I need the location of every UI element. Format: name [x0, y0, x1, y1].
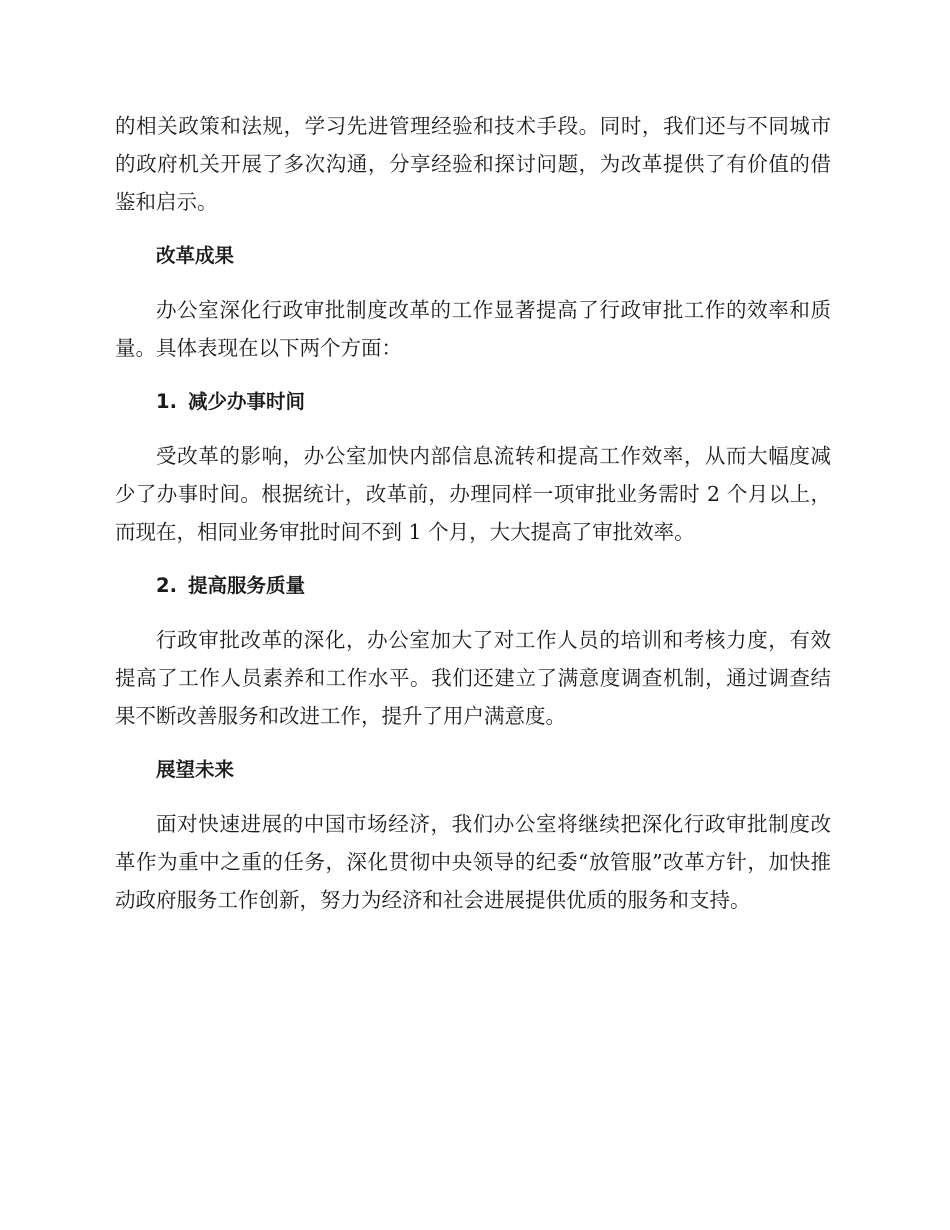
- paragraph-service-quality: 行政审批改革的深化，办公室加大了对工作人员的培训和考核力度，有效提高了工作人员素养和工作水平。我们还建立了满意度调查机制，通过调查结果不断改善服务和改进工作，提升了用户满意度。: [115, 628, 831, 728]
- paragraph-results: 办公室深化行政审批制度改革的工作显著提高了行政审批工作的效率和质量。具体表现在以下两个方面：: [115, 298, 831, 360]
- section-heading-results: 改革成果: [156, 244, 235, 267]
- paragraph-future: 面对快速进展的中国市场经济，我们办公室将继续把深化行政审批制度改革作为重中之重的任务，深化贯彻中央领导的纪委“放管服”改革方针，加快推动政府服务工作创新，努力为经济和社会进展提供优质的服务和支持。: [115, 812, 831, 912]
- subheading-reduce-time: [115, 383, 831, 421]
- subheading-number: 2.: [156, 574, 177, 597]
- subheading-text: 提高服务质量: [188, 574, 306, 597]
- document-body: [115, 107, 831, 935]
- subheading-number: 1.: [156, 390, 177, 413]
- subheading-service-quality: [115, 567, 831, 605]
- paragraph-intro: 的相关政策和法规，学习先进管理经验和技术手段。同时，我们还与不同城市的政府机关开展了多次沟通，分享经验和探讨问题，为改革提供了有价值的借鉴和启示。: [115, 114, 831, 214]
- subheading-text: 减少办事时间: [188, 390, 306, 413]
- section-heading-future: 展望未来: [156, 758, 235, 781]
- paragraph-reduce-time: 受改革的影响，办公室加快内部信息流转和提高工作效率，从而大幅度减少了办事时间。根据统计，改革前，办理同样一项审批业务需时 2 个月以上，而现在，相同业务审批时间不到 1 个月，大大提高了审批效率。: [115, 444, 831, 544]
